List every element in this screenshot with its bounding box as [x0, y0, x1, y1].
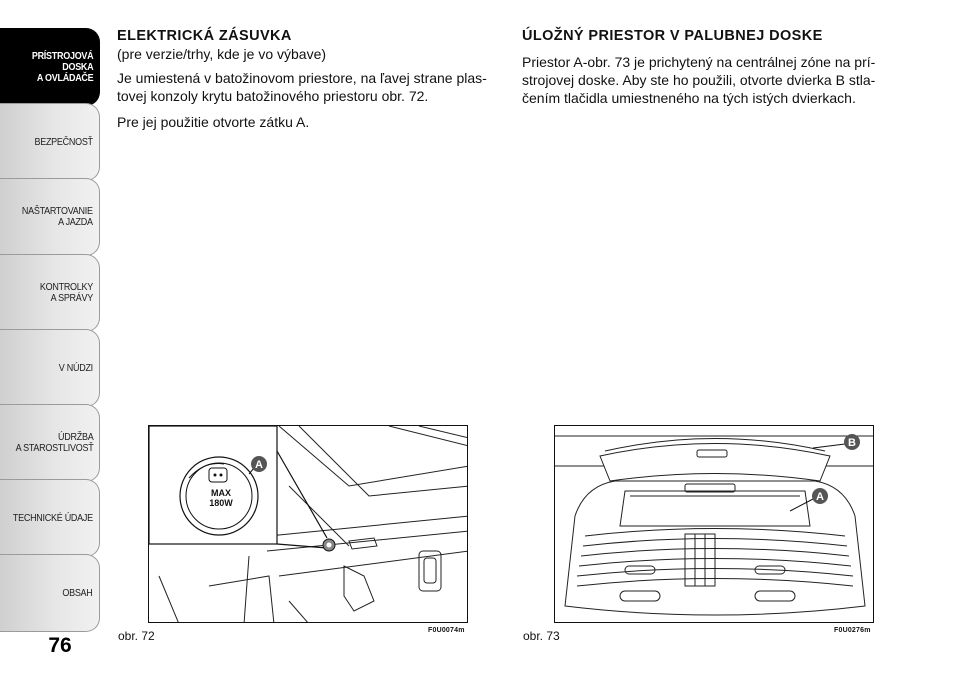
socket-max-label: MAX: [211, 488, 231, 498]
tab-kontrolky[interactable]: [0, 254, 100, 332]
storage-line-drawing: [555, 426, 874, 623]
callout-a: A: [255, 459, 263, 471]
callout-b: B: [848, 437, 856, 449]
page-number: 76: [48, 634, 72, 657]
tab-label: PRÍSTROJOVÁ DOSKA A OVLÁDAČE: [31, 50, 93, 84]
tab-label: OBSAH: [62, 587, 93, 599]
figure-caption: obr. 72: [118, 629, 155, 643]
tab-bezpecnost[interactable]: [0, 103, 100, 181]
tab-pristrojova-doska[interactable]: [0, 28, 100, 106]
tab-label: KONTROLKY A SPRÁVY: [39, 282, 93, 304]
figure-72-socket-illustration: [148, 425, 468, 623]
section-dashboard-storage: [522, 28, 912, 115]
socket-watt-label: 180W: [209, 498, 233, 508]
figure-code: F0U0276m: [834, 627, 871, 634]
tab-label: V NÚDZI: [58, 362, 93, 374]
section-heading: ELEKTRICKÁ ZÁSUVKA: [117, 28, 292, 44]
section-heading: ÚLOŽNÝ PRIESTOR V PALUBNEJ DOSKE: [522, 28, 823, 44]
tab-label: NAŠTARTOVANIE A JAZDA: [22, 206, 93, 228]
section-subheading: (pre verzie/trhy, kde je vo výbave): [117, 46, 327, 62]
tab-label: ÚDRŽBA A STAROSTLIVOSŤ: [15, 432, 93, 454]
tab-label: BEZPEČNOSŤ: [34, 136, 93, 148]
tab-nastartovanie[interactable]: [0, 178, 100, 256]
tab-udrzba[interactable]: [0, 404, 100, 482]
figure-73-storage-illustration: [554, 425, 874, 623]
figure-code: F0U0074m: [428, 627, 465, 634]
tab-label: TECHNICKÉ ÚDAJE: [13, 512, 93, 524]
figure-caption: obr. 73: [523, 629, 560, 643]
socket-line-drawing: [149, 426, 468, 623]
paragraph: Priestor A-obr. 73 je prichytený na centrálnej zóne na prí- strojovej doske. Aby ste ho použili, otvorte dvierka B stla- čením tlačidla umiestneného na tých istých dvierkach.: [522, 54, 876, 106]
tab-technicke-udaje[interactable]: [0, 479, 100, 557]
tab-obsah[interactable]: [0, 554, 100, 632]
paragraph: Pre jej použitie otvorte zátku A.: [117, 114, 310, 130]
section-electric-socket: [117, 28, 507, 139]
paragraph: Je umiestená v batožinovom priestore, na ľavej strane plas- tovej konzoly krytu batožinového priestoru obr. 72.: [117, 70, 487, 104]
tab-v-nudzi[interactable]: [0, 329, 100, 407]
callout-a: A: [816, 491, 824, 503]
